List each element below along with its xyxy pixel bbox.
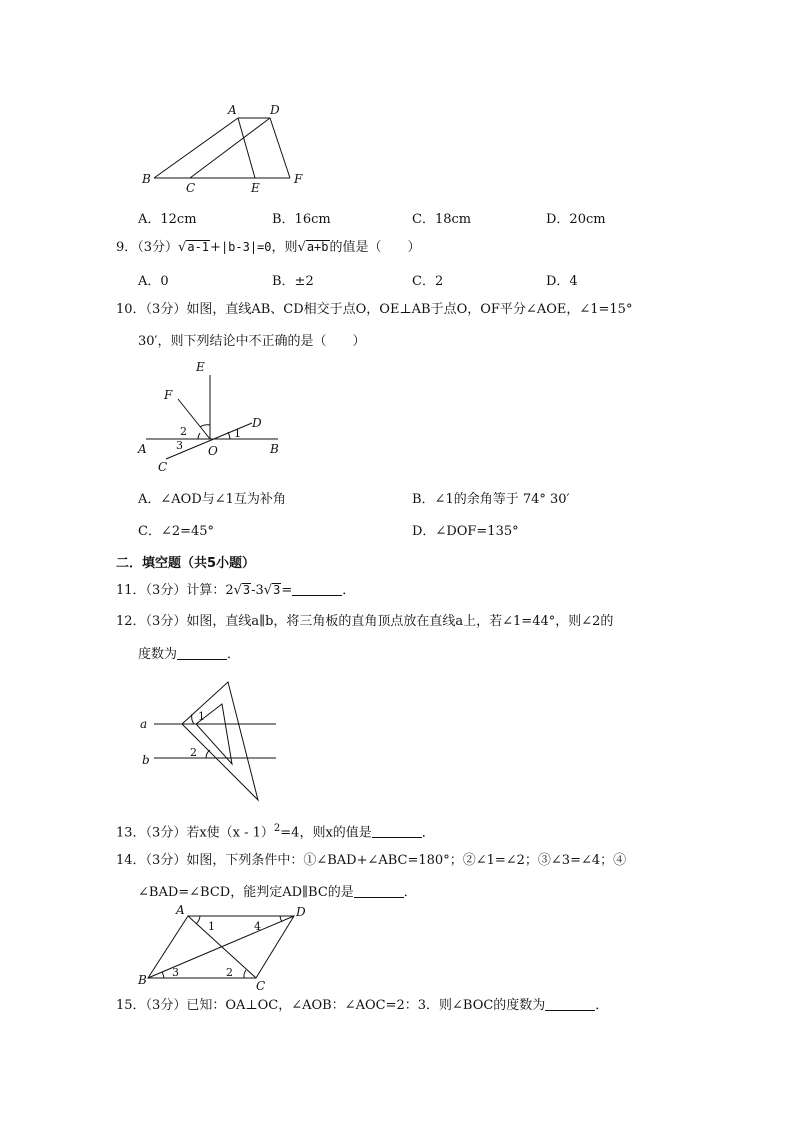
q10-option-a: A．∠AOD与∠1互为补角: [138, 492, 286, 507]
q12-stem-line2: [138, 646, 240, 664]
q15-text: 15．（3分）已知：OA⊥OC，∠AOB：∠AOC=2：3．则∠BOC的度数为: [116, 998, 546, 1013]
q9-option-b: B．±2: [272, 274, 314, 289]
q9-stem: [116, 238, 421, 257]
q11-prefix: 11．（3分）计算：2: [116, 583, 234, 598]
q10-arc-3: [198, 433, 200, 439]
q10-stem-line1: 10．（3分）如图，直线AB、CD相交于点O，OE⊥AB于点O，OF平分∠AOE，∠1=15°: [116, 302, 633, 317]
q8-label-C: C: [186, 181, 196, 195]
q9-option-c: C．2: [412, 274, 444, 289]
q10-label-D: D: [252, 416, 262, 430]
q14-stem-line1: 14．（3分）如图，下列条件中：①∠BAD+∠ABC=180°；②∠1=∠2；③∠3=∠4；④: [116, 853, 627, 868]
q11-mid: -3: [251, 583, 264, 598]
q14-arc-4: [280, 916, 282, 922]
q11-answer-blank[interactable]: [292, 582, 342, 596]
q12-line2-text: 度数为: [138, 647, 178, 662]
q12-stem-line1: 12．（3分）如图，直线a∥b，将三角板的直角顶点放在直线a上，若∠1=44°，则∠2的: [116, 614, 614, 629]
q8-option-d: D．20cm: [546, 212, 606, 227]
q14-diagonal-BD: [148, 916, 294, 978]
q9-prefix: 9．（3分）: [116, 240, 179, 255]
q12-angle-label-2: 2: [190, 746, 197, 759]
q14-figure: [130, 902, 320, 993]
q14-stem-line2: [138, 884, 417, 902]
q11-radical-2: √: [263, 583, 273, 598]
q9-plus: +: [210, 240, 221, 255]
q10-stem-line2: 30′，则下列结论中不正确的是（ ）: [138, 334, 366, 349]
q14-label-A: A: [176, 903, 185, 917]
q8-label-A: A: [228, 103, 237, 117]
q13-exponent: 2: [273, 823, 281, 834]
q13-text: 13．（3分）若x使（x - 1）: [116, 825, 274, 841]
q12-angle-label-1: 1: [198, 710, 205, 723]
q13-stem: [116, 820, 435, 842]
q9-sqrt-a-1: a-1: [187, 240, 210, 254]
q8-line-CD: [190, 118, 270, 178]
q9-option-d: D．4: [546, 274, 578, 289]
q15-stem: [116, 997, 608, 1015]
q9-sqrt-a+b: a+b: [306, 240, 329, 254]
q10-arc-1: [228, 432, 230, 439]
q10-angle-label-1: 1: [234, 427, 241, 440]
q14-label-C: C: [256, 979, 266, 993]
q13-end: ．: [421, 825, 435, 841]
section-title-fill-in: 二．填空题（共5小题）: [116, 556, 256, 571]
q12-label-b: b: [142, 753, 150, 767]
q14-angle-label-2: 2: [226, 966, 233, 979]
q9-option-a: A．0: [138, 274, 169, 289]
q11-end: ．: [342, 583, 356, 598]
q14-arc-3: [162, 972, 164, 978]
q12-end: ．: [227, 647, 241, 662]
q8-label-E: E: [251, 181, 260, 195]
q8-line-BA: [154, 118, 238, 178]
q8-label-B: B: [142, 172, 151, 186]
q10-option-d: D．∠DOF=135°: [412, 524, 519, 539]
q9-then: ，则: [271, 240, 298, 255]
q14-line2-text: ∠BAD=∠BCD，能判定AD∥BC的是: [138, 885, 354, 900]
q14-label-B: B: [138, 973, 147, 987]
q14-arc-1: [196, 916, 200, 924]
q10-label-E: E: [196, 360, 205, 374]
q9-suffix: 的值是（ ）: [329, 240, 421, 255]
q10-figure: [130, 355, 300, 480]
q10-label-A: A: [138, 442, 147, 456]
q14-arc-2: [244, 970, 246, 978]
q10-label-O: O: [208, 444, 218, 458]
q10-arc-2: [200, 425, 210, 427]
q15-end: ．: [595, 998, 609, 1013]
q11-sqrt-3-b: 3: [273, 583, 281, 597]
q9-radical-2: √: [297, 240, 306, 255]
q8-line-AE: [238, 118, 255, 178]
q9-radical-1: √: [178, 240, 187, 255]
q14-label-D: D: [296, 905, 306, 919]
q8-label-F: F: [294, 172, 303, 186]
q8-figure: [130, 98, 320, 198]
q13-rest: =4，则x的值是: [280, 825, 372, 841]
q10-label-C: C: [158, 460, 168, 474]
q11-equals: =: [281, 583, 293, 598]
q8-option-b: B．16cm: [272, 212, 331, 227]
q10-label-B: B: [270, 442, 279, 456]
q14-answer-blank[interactable]: [354, 884, 404, 898]
q14-angle-label-1: 1: [208, 920, 215, 933]
q10-option-b: B．∠1的余角等于 74° 30′: [412, 492, 570, 507]
q10-label-F: F: [164, 388, 173, 402]
q12-triangle-outer: [182, 682, 258, 800]
q10-angle-label-2: 2: [180, 425, 187, 438]
q8-option-c: C．18cm: [412, 212, 472, 227]
q12-label-a: a: [140, 717, 148, 731]
q11-radical-1: √: [233, 583, 242, 598]
q11-stem: [116, 582, 355, 600]
q15-answer-blank[interactable]: [545, 997, 595, 1011]
q14-angle-label-3: 3: [172, 966, 179, 979]
q14-angle-label-4: 4: [254, 920, 261, 933]
q8-label-D: D: [270, 103, 280, 117]
q10-option-c: C．∠2=45°: [138, 524, 215, 539]
q12-answer-blank[interactable]: [177, 646, 227, 660]
q11-sqrt-3-a: 3: [242, 583, 251, 597]
q12-figure: [130, 676, 290, 806]
q10-angle-label-3: 3: [176, 439, 183, 452]
q14-diagonal-AC: [188, 916, 256, 978]
q12-arc-1: [192, 714, 194, 724]
q9-abs: |b-3|=0: [220, 240, 272, 254]
q8-line-DF: [270, 118, 290, 178]
q13-answer-blank[interactable]: [372, 824, 422, 838]
q14-end: ．: [403, 885, 417, 900]
q8-option-a: A．12cm: [138, 212, 197, 227]
